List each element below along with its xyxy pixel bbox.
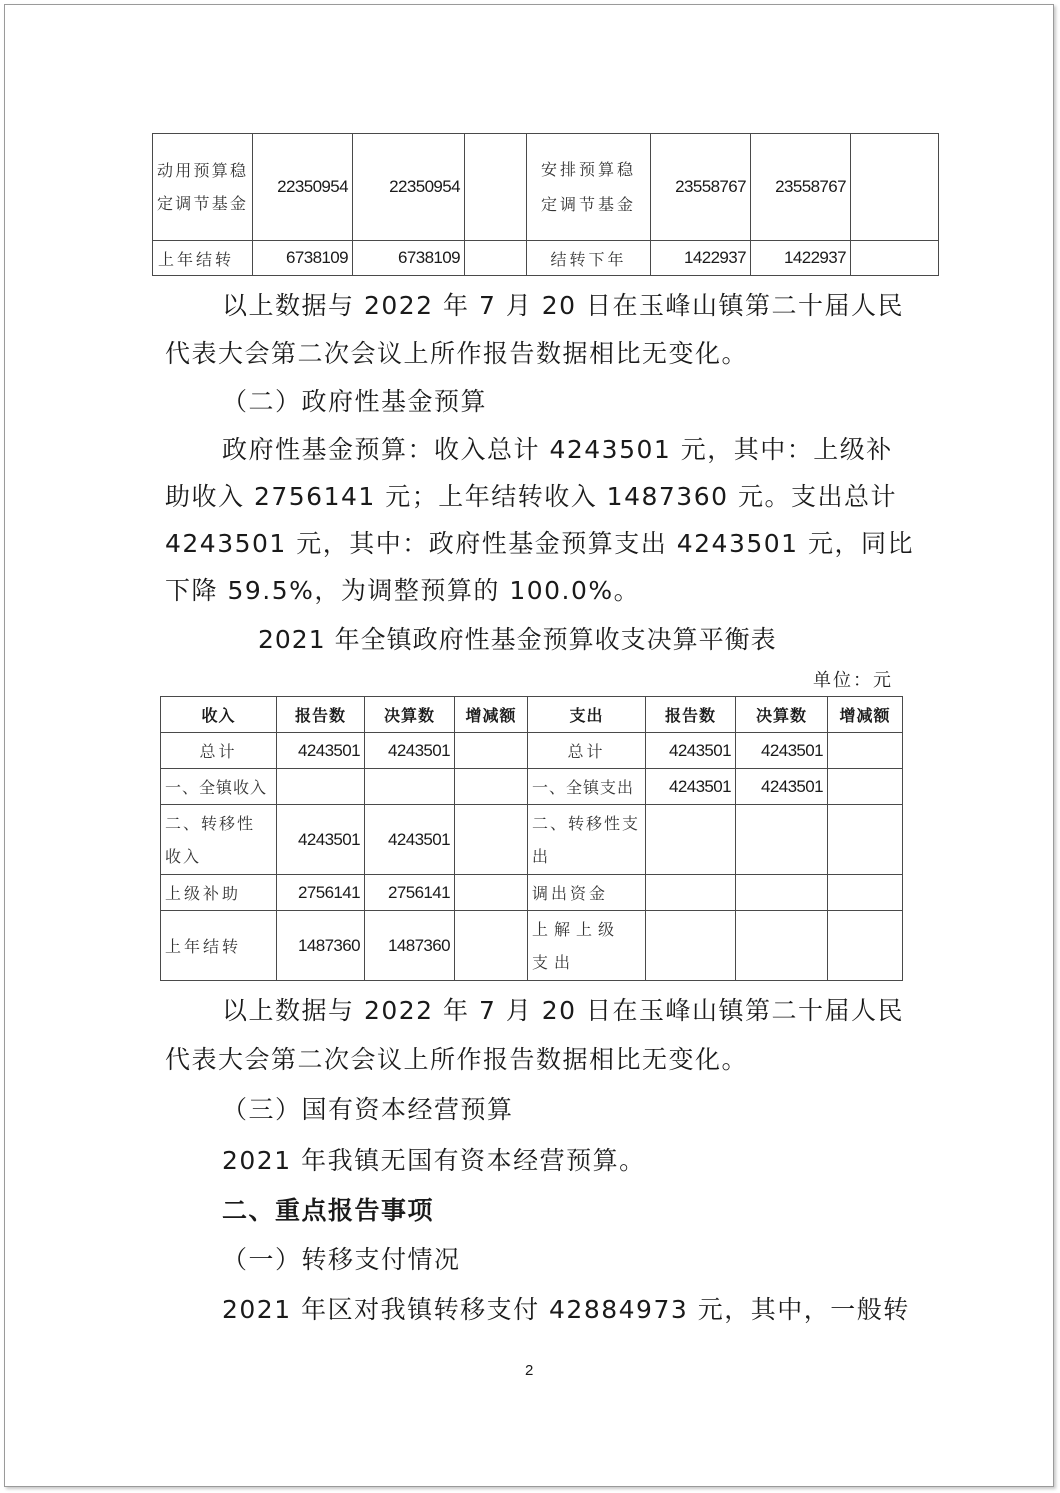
change-value (455, 769, 528, 805)
change-value (465, 241, 527, 276)
paragraph-line: 以上数据与 2022 年 7 月 20 日在玉峰山镇第二十届人民 (222, 291, 905, 320)
section-heading: （二）政府性基金预算 (222, 387, 488, 416)
row-label-income: 上级补助 (161, 875, 277, 911)
paragraph-line: 4243501 元，其中：政府性基金预算支出 4243501 元，同比 (165, 529, 915, 558)
final-value: 23558767 (751, 134, 851, 241)
unit-label: 单位：元 (813, 670, 893, 691)
row-label-income: 总计 (161, 733, 277, 769)
change-value (455, 875, 528, 911)
paragraph-line: 代表大会第二次会议上所作报告数据相比无变化。 (165, 339, 749, 368)
row-label-income: 上年结转 (161, 911, 277, 981)
paragraph-line: 2021 年区对我镇转移支付 42884973 元，其中，一般转 (222, 1295, 910, 1324)
part-heading: 二、重点报告事项 (222, 1196, 435, 1225)
final-value: 4243501 (736, 733, 828, 769)
final-value: 1487360 (365, 911, 455, 981)
report-value: 22350954 (253, 134, 353, 241)
report-value: 2756141 (277, 875, 365, 911)
row-label-income: 一、全镇收入 (161, 769, 277, 805)
change-value (828, 733, 903, 769)
column-header: 决算数 (736, 697, 828, 733)
government-fund-budget-table (160, 696, 903, 981)
report-value (646, 805, 736, 875)
final-value: 4243501 (365, 733, 455, 769)
change-value (455, 911, 528, 981)
page-number: 2 (525, 1362, 535, 1379)
row-label-expense: 二、转移性支出 (528, 805, 646, 875)
report-value: 4243501 (646, 769, 736, 805)
paragraph-line: 代表大会第二次会议上所作报告数据相比无变化。 (165, 1045, 749, 1074)
final-value: 22350954 (353, 134, 465, 241)
report-value: 6738109 (253, 241, 353, 276)
report-value (646, 875, 736, 911)
final-value: 2756141 (365, 875, 455, 911)
change-value (828, 875, 903, 911)
report-value: 4243501 (646, 733, 736, 769)
column-header: 报告数 (646, 697, 736, 733)
table-row (161, 805, 903, 875)
report-value: 4243501 (277, 805, 365, 875)
column-header: 报告数 (277, 697, 365, 733)
final-value (736, 805, 828, 875)
paragraph-line: 以上数据与 2022 年 7 月 20 日在玉峰山镇第二十届人民 (222, 996, 905, 1025)
final-value (365, 769, 455, 805)
change-value (455, 733, 528, 769)
report-value: 4243501 (277, 733, 365, 769)
change-value (455, 805, 528, 875)
change-value (828, 805, 903, 875)
table-row (153, 241, 939, 276)
row-label-income: 上年结转 (153, 241, 253, 276)
change-value (828, 911, 903, 981)
table-row (153, 134, 939, 241)
row-label-expense: 总计 (528, 733, 646, 769)
paragraph-line: 政府性基金预算：收入总计 4243501 元，其中：上级补 (222, 435, 893, 464)
column-header: 支出 (528, 697, 646, 733)
section-heading: （三）国有资本经营预算 (222, 1095, 514, 1124)
final-value: 6738109 (353, 241, 465, 276)
final-value (736, 875, 828, 911)
section-text: 2021 年我镇无国有资本经营预算。 (222, 1146, 646, 1175)
row-label-expense: 安排预算稳定调节基金 (527, 134, 651, 241)
row-label-income: 动用预算稳定调节基金 (153, 134, 253, 241)
table-row (161, 733, 903, 769)
column-header: 决算数 (365, 697, 455, 733)
row-label-expense: 结转下年 (527, 241, 651, 276)
row-label-expense: 上解上级支出 (528, 911, 646, 981)
paragraph-line: 下降 59.5%，为调整预算的 100.0%。 (165, 576, 641, 605)
report-value: 1487360 (277, 911, 365, 981)
paragraph-line: 助收入 2756141 元；上年结转收入 1487360 元。支出总计 (165, 482, 897, 511)
final-value: 1422937 (751, 241, 851, 276)
general-budget-balance-table-continued (152, 133, 939, 276)
change-value (465, 134, 527, 241)
row-label-expense: 一、全镇支出 (528, 769, 646, 805)
column-header: 收入 (161, 697, 277, 733)
table-title: 2021 年全镇政府性基金预算收支决算平衡表 (258, 625, 777, 654)
change-value (851, 241, 939, 276)
table-row (161, 769, 903, 805)
table-row (161, 911, 903, 981)
change-value (851, 134, 939, 241)
final-value: 4243501 (736, 769, 828, 805)
column-header: 增减额 (455, 697, 528, 733)
change-value (828, 769, 903, 805)
column-header: 增减额 (828, 697, 903, 733)
table-row (161, 875, 903, 911)
report-value (277, 769, 365, 805)
subsection-heading: （一）转移支付情况 (222, 1245, 461, 1274)
table-header-row (161, 697, 903, 733)
row-label-income: 二、转移性收入 (161, 805, 277, 875)
report-value (646, 911, 736, 981)
final-value: 4243501 (365, 805, 455, 875)
report-value: 23558767 (651, 134, 751, 241)
final-value (736, 911, 828, 981)
row-label-expense: 调出资金 (528, 875, 646, 911)
report-value: 1422937 (651, 241, 751, 276)
